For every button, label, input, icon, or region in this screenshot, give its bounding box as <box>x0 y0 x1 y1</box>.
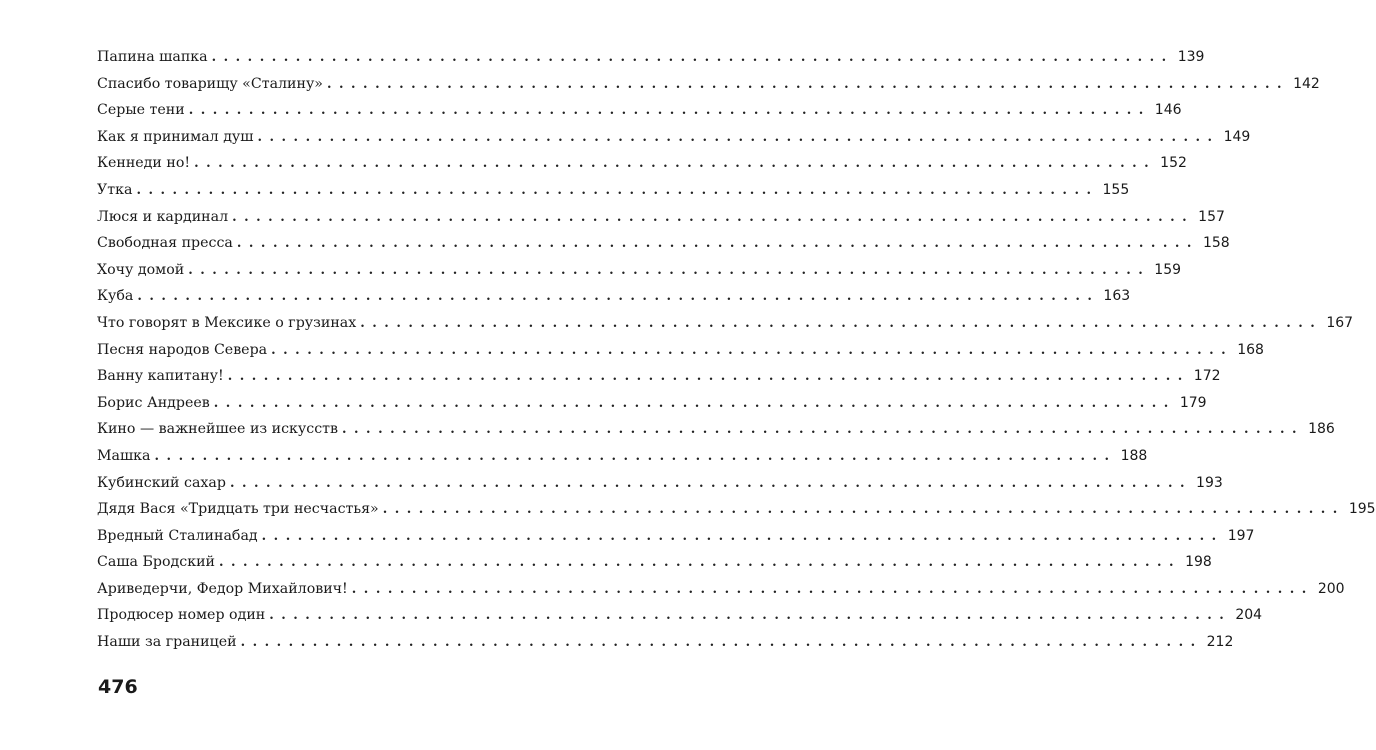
toc-entry-page: 167 <box>1326 314 1354 331</box>
toc-entry <box>97 390 1207 417</box>
dot-leader: ................................................................................ <box>136 182 1099 198</box>
toc-entry-page: 146 <box>1154 102 1182 119</box>
toc-entry-title: Куба <box>97 288 134 305</box>
toc-entry-page: 149 <box>1223 128 1251 145</box>
dot-leader: ................................................................................ <box>213 395 1176 411</box>
toc-entry <box>97 496 1376 523</box>
toc-entry-page: 179 <box>1179 394 1207 411</box>
toc-entry <box>97 230 1230 257</box>
toc-entry-title: Ариведерчи, Федор Михайлович! <box>97 580 348 597</box>
toc-entry <box>97 337 1264 364</box>
dot-leader: ................................................................................ <box>269 608 1232 624</box>
toc-entry-page: 152 <box>1160 155 1187 172</box>
dot-leader: ................................................................................ <box>240 635 1203 651</box>
dot-leader: ................................................................................ <box>326 76 1290 92</box>
toc-entry <box>97 363 1221 390</box>
dot-leader: ................................................................................ <box>271 342 1234 358</box>
toc-entry-title: Серые тени <box>97 102 185 119</box>
toc-entry <box>97 443 1148 470</box>
toc-entry <box>97 629 1234 656</box>
toc-entry-page: 155 <box>1102 181 1130 198</box>
toc-entry-title: Что говорят в Мексике о грузинах <box>97 314 357 331</box>
toc-entry-title: Вредный Сталинабад <box>97 527 258 544</box>
toc-entry <box>97 283 1131 310</box>
toc-entry-page: 139 <box>1177 49 1205 65</box>
toc-entry-page: 163 <box>1103 288 1131 305</box>
dot-leader: ................................................................................ <box>229 475 1193 491</box>
toc-entry <box>97 124 1251 151</box>
toc-entry-page: 186 <box>1308 421 1335 438</box>
toc-entry <box>97 523 1255 550</box>
toc-entry-page: 197 <box>1227 527 1255 544</box>
toc-entry-page: 198 <box>1185 554 1212 571</box>
toc-entry <box>97 71 1320 98</box>
toc-entry-title: Саша Бродский <box>97 554 215 571</box>
toc-entry <box>97 177 1130 204</box>
toc-entry-title: Дядя Вася «Тридцать три несчастья» <box>97 501 379 518</box>
dot-leader: ................................................................................ <box>261 528 1224 544</box>
toc-entry-page: 142 <box>1293 75 1320 92</box>
toc-entry <box>97 310 1354 337</box>
toc-entry-page: 193 <box>1196 474 1223 491</box>
toc-entry <box>97 257 1182 284</box>
toc-entry <box>97 470 1223 497</box>
dot-leader: ................................................................................ <box>227 369 1190 385</box>
dot-leader: ................................................................................ <box>232 209 1195 225</box>
page-number: 476 <box>98 676 138 698</box>
toc-entry-title: Свободная пресса <box>97 235 233 252</box>
dot-leader: ................................................................................ <box>218 555 1182 571</box>
dot-leader: ................................................................................ <box>382 502 1345 518</box>
toc-entry-title: Кеннеди но! <box>97 155 191 172</box>
toc-entry-page: 159 <box>1154 261 1182 278</box>
dot-leader: ................................................................................ <box>342 422 1305 438</box>
toc-entry <box>97 549 1212 576</box>
toc-entry <box>97 576 1345 603</box>
toc-entry-title: Ванну капитану! <box>97 368 224 385</box>
toc-entry-title: Песня народов Севера <box>97 341 268 358</box>
toc-entry-title: Продюсер номер один <box>97 607 266 624</box>
dot-leader: ................................................................................ <box>154 448 1117 464</box>
toc-entry-title: Папина шапка <box>97 49 208 65</box>
toc-entry-page: 157 <box>1198 208 1225 225</box>
toc-entry-page: 195 <box>1348 501 1376 518</box>
toc-entry-title: Утка <box>97 181 133 198</box>
toc-entry-page: 172 <box>1193 368 1221 385</box>
toc-entry <box>97 602 1263 629</box>
dot-leader: ................................................................................ <box>257 129 1220 145</box>
table-of-contents <box>97 44 1376 656</box>
dot-leader: ................................................................................ <box>351 581 1314 597</box>
toc-entry-title: Спасибо товарищу «Сталину» <box>97 75 323 92</box>
toc-entry-page: 168 <box>1237 341 1264 358</box>
toc-entry-title: Хочу домой <box>97 261 185 278</box>
toc-entry <box>97 97 1182 124</box>
toc-entry-page: 204 <box>1235 607 1263 624</box>
toc-entry-title: Машка <box>97 447 151 464</box>
dot-leader: ................................................................................ <box>194 156 1157 172</box>
dot-leader: ................................................................................ <box>360 315 1323 331</box>
toc-entry <box>97 204 1225 231</box>
toc-entry <box>97 416 1335 443</box>
toc-entry-title: Как я принимал душ <box>97 128 254 145</box>
toc-entry-page: 188 <box>1120 447 1148 464</box>
toc-entry-title: Борис Андреев <box>97 394 210 411</box>
toc-entry-page: 158 <box>1202 235 1230 252</box>
toc-entry <box>97 150 1187 177</box>
dot-leader: ................................................................................ <box>137 289 1100 305</box>
dot-leader: ................................................................................ <box>236 236 1199 252</box>
toc-entry-page: 200 <box>1317 580 1345 597</box>
toc-entry-title: Люся и кардинал <box>97 208 229 225</box>
toc-entry-title: Наши за границей <box>97 634 237 651</box>
toc-entry-title: Кино — важнейшее из искусств <box>97 421 338 438</box>
toc-entry-title: Кубинский сахар <box>97 474 226 491</box>
toc-entry-page: 212 <box>1206 634 1234 651</box>
dot-leader: ................................................................................ <box>211 50 1174 65</box>
dot-leader: ................................................................................ <box>188 103 1151 119</box>
dot-leader: ................................................................................ <box>188 262 1151 278</box>
toc-entry <box>97 44 1205 71</box>
